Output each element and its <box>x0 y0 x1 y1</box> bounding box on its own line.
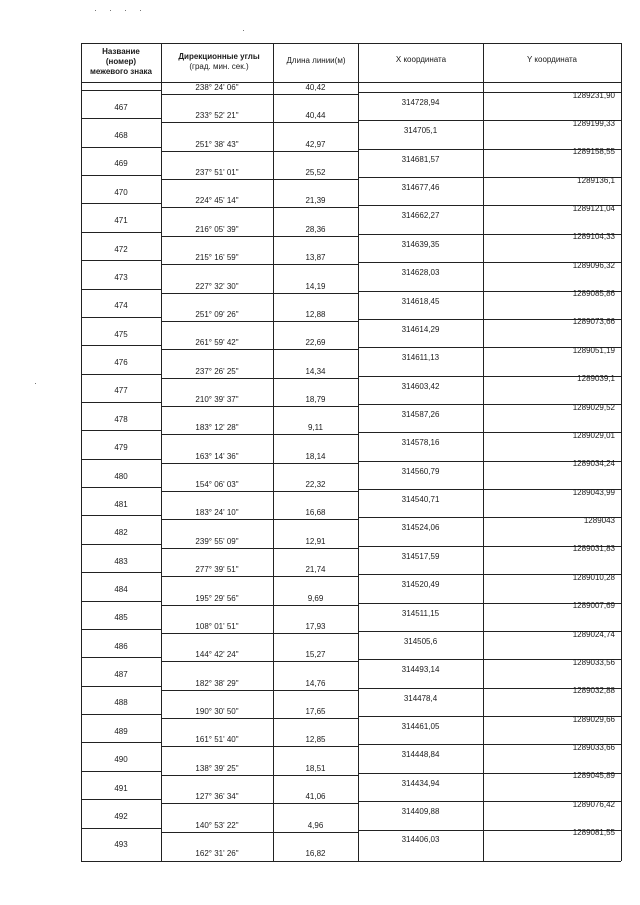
length-cell: 12,88 <box>305 309 326 319</box>
table-column-border <box>273 43 274 861</box>
point-name-cell: 475 <box>114 329 128 339</box>
x-coordinate-cell: 314587,26 <box>401 409 440 419</box>
length-cell: 25,52 <box>305 168 326 178</box>
scan-speck <box>35 383 36 384</box>
y-coordinate-cell: 1289034,24 <box>572 459 615 469</box>
angle-cell: 251° 38' 43" <box>195 139 239 149</box>
y-coordinate-cell: 1289085,86 <box>572 289 615 299</box>
x-coordinate-cell: 314520,49 <box>401 580 440 590</box>
segment-row-border <box>161 576 358 577</box>
segment-row-border <box>161 463 358 464</box>
length-cell: 18,14 <box>305 451 326 461</box>
x-coordinate-cell: 314517,59 <box>401 551 440 561</box>
x-coordinate-cell: 314639,35 <box>401 239 440 249</box>
header-length: Длина линии(м) <box>286 56 346 65</box>
length-cell: 13,87 <box>305 253 326 263</box>
point-row-border <box>81 345 161 346</box>
table-column-border <box>358 43 359 861</box>
point-name-cell: 473 <box>114 272 128 282</box>
x-coordinate-cell: 314611,13 <box>401 353 440 363</box>
y-coordinate-cell: 1289051,19 <box>572 345 615 355</box>
y-coordinate-cell: 1289007,69 <box>572 601 615 611</box>
x-coordinate-cell: 314662,27 <box>401 211 440 221</box>
y-coordinate-cell: 1289043 <box>583 516 615 526</box>
point-row-border <box>81 459 161 460</box>
y-coordinate-cell: 1289081,55 <box>572 828 615 838</box>
point-row-border <box>81 487 161 488</box>
y-coordinate-cell: 1289104,33 <box>572 232 615 242</box>
table-bottom-border <box>81 861 621 862</box>
length-cell: 9,69 <box>307 593 324 603</box>
y-coordinate-cell: 1289136,1 <box>577 175 615 185</box>
angle-cell: 183° 24' 10" <box>195 508 239 518</box>
x-coordinate-cell: 314705,1 <box>403 126 438 136</box>
header-name-line2: (номер) <box>105 57 137 66</box>
length-cell: 16,82 <box>305 848 326 858</box>
segment-row-border <box>161 605 358 606</box>
segment-row-border <box>161 434 358 435</box>
point-name-cell: 472 <box>114 244 128 254</box>
header-x: X координата <box>395 55 447 64</box>
length-cell: 9,11 <box>308 423 323 433</box>
length-cell: 12,91 <box>305 536 326 546</box>
point-row-border <box>81 828 161 829</box>
header-angle-line2: (град. мин. сек.) <box>189 62 249 71</box>
length-cell: 41,06 <box>305 792 326 802</box>
y-coordinate-cell: 1289121,04 <box>572 204 615 214</box>
y-coordinate-cell: 1289043,99 <box>572 487 615 497</box>
x-coordinate-cell: 314493,14 <box>401 665 440 675</box>
y-coordinate-cell: 1289024,74 <box>572 629 615 639</box>
segment-row-border <box>161 94 358 95</box>
point-row-border <box>81 771 161 772</box>
point-row-border <box>81 657 161 658</box>
point-row-border <box>81 232 161 233</box>
length-cell: 17,93 <box>305 621 326 631</box>
length-cell: 21,74 <box>305 565 326 575</box>
angle-cell: 163° 14' 36" <box>195 451 239 461</box>
point-name-cell: 492 <box>114 811 128 821</box>
angle-cell: 210° 39' 37" <box>195 395 239 405</box>
point-name-cell: 491 <box>114 783 128 793</box>
x-coordinate-cell: 314618,45 <box>401 296 440 306</box>
segment-row-border <box>161 661 358 662</box>
x-coordinate-cell: 314540,71 <box>401 495 440 505</box>
point-row-border <box>81 118 161 119</box>
point-name-cell: 480 <box>114 471 128 481</box>
point-row-border <box>81 147 161 148</box>
point-name-cell: 467 <box>114 102 128 112</box>
angle-cell: 138° 39' 25" <box>195 763 239 773</box>
x-coordinate-cell: 314478,4 <box>403 693 438 703</box>
x-coordinate-cell: 314409,88 <box>401 807 440 817</box>
segment-row-border <box>161 832 358 833</box>
x-coordinate-cell: 314578,16 <box>401 438 440 448</box>
y-coordinate-cell: 1289073,66 <box>572 317 615 327</box>
length-cell: 14,19 <box>305 281 326 291</box>
y-coordinate-cell: 1289045,89 <box>572 771 615 781</box>
header-name-line3: межевого знака <box>89 67 153 76</box>
point-row-border <box>81 289 161 290</box>
segment-row-border <box>161 151 358 152</box>
point-row-border <box>81 799 161 800</box>
y-coordinate-cell: 1289031,83 <box>572 544 615 554</box>
length-cell: 28,36 <box>305 224 326 234</box>
segment-row-border <box>161 179 358 180</box>
point-row-border <box>81 714 161 715</box>
y-coordinate-cell: 1289096,32 <box>572 260 615 270</box>
y-coordinate-cell: 1289029,66 <box>572 714 615 724</box>
length-cell: 18,79 <box>305 395 326 405</box>
y-coordinate-cell: 1289158,55 <box>572 147 615 157</box>
header-angle-line1: Дирекционные углы <box>178 52 260 61</box>
point-row-border <box>81 317 161 318</box>
length-cell: 40,42 <box>305 83 326 92</box>
angle-cell: 140° 53' 22" <box>195 820 239 830</box>
segment-row-border <box>161 519 358 520</box>
point-name-cell: 487 <box>114 670 128 680</box>
angle-cell: 237° 51' 01" <box>195 168 239 178</box>
length-cell: 4,96 <box>307 820 324 830</box>
point-name-cell: 486 <box>114 641 128 651</box>
scan-speck <box>110 10 111 11</box>
segment-row-border <box>161 236 358 237</box>
angle-cell: 190° 30' 50" <box>195 707 239 717</box>
y-coordinate-cell: 1289199,33 <box>572 118 615 128</box>
point-name-cell: 474 <box>114 301 128 311</box>
angle-cell: 277° 39' 51" <box>195 565 239 575</box>
x-coordinate-cell: 314614,29 <box>401 324 440 334</box>
scan-speck <box>140 10 141 11</box>
angle-cell: 251° 09' 26" <box>195 309 239 319</box>
point-name-cell: 484 <box>114 584 128 594</box>
angle-cell: 162° 31' 26" <box>195 848 239 858</box>
y-coordinate-cell: 1289032,88 <box>572 686 615 696</box>
segment-row-border <box>161 406 358 407</box>
point-name-cell: 478 <box>114 414 128 424</box>
y-coordinate-cell: 1289029,52 <box>572 402 615 412</box>
x-coordinate-cell: 314560,79 <box>401 466 440 476</box>
angle-cell: 161° 51' 40" <box>195 735 239 745</box>
point-name-cell: 469 <box>114 159 128 169</box>
point-name-cell: 488 <box>114 698 128 708</box>
point-row-border <box>81 90 161 91</box>
length-cell: 22,32 <box>305 480 326 490</box>
point-name-cell: 482 <box>114 528 128 538</box>
segment-row-border <box>161 775 358 776</box>
point-row-border <box>81 260 161 261</box>
x-coordinate-cell: 314628,03 <box>401 268 440 278</box>
length-cell: 22,69 <box>305 338 326 348</box>
x-coordinate-cell: 314681,57 <box>401 154 440 164</box>
y-coordinate-cell: 1289010,28 <box>572 572 615 582</box>
point-row-border <box>81 572 161 573</box>
y-coordinate-cell: 1289033,66 <box>572 742 615 752</box>
table-column-border <box>81 43 82 861</box>
point-name-cell: 471 <box>114 216 128 226</box>
length-cell: 15,27 <box>305 650 326 660</box>
segment-row-border <box>161 803 358 804</box>
angle-cell: 227° 32' 30" <box>195 281 239 291</box>
header-name-line1: Название <box>102 47 140 56</box>
angle-cell: 127° 36' 34" <box>195 792 239 802</box>
y-coordinate-cell: 1289029,01 <box>572 430 615 440</box>
segment-row-border <box>161 690 358 691</box>
x-coordinate-cell: 314728,94 <box>401 97 440 107</box>
length-cell: 21,39 <box>305 196 326 206</box>
point-name-cell: 490 <box>114 755 128 765</box>
table-column-border <box>621 43 622 861</box>
y-coordinate-cell: 1289033,56 <box>572 657 615 667</box>
x-coordinate-cell: 314524,06 <box>401 523 440 533</box>
segment-row-border <box>161 548 358 549</box>
angle-cell: 183° 12' 28" <box>195 423 239 433</box>
segment-row-border <box>161 207 358 208</box>
length-cell: 12,85 <box>305 735 326 745</box>
point-name-cell: 479 <box>114 443 128 453</box>
point-name-cell: 483 <box>114 556 128 566</box>
table-column-border <box>483 43 484 861</box>
point-row-border <box>81 203 161 204</box>
point-name-cell: 470 <box>114 187 128 197</box>
point-row-border <box>81 515 161 516</box>
point-row-border <box>81 629 161 630</box>
angle-cell: 154° 06' 03" <box>195 480 239 490</box>
segment-row-border <box>161 378 358 379</box>
point-row-border <box>81 374 161 375</box>
y-coordinate-cell: 1289076,42 <box>572 799 615 809</box>
point-row-border <box>81 686 161 687</box>
length-cell: 14,76 <box>305 678 326 688</box>
angle-cell: 182° 38' 29" <box>195 678 239 688</box>
length-cell: 18,51 <box>305 763 326 773</box>
angle-cell: 108° 01' 51" <box>195 621 239 631</box>
length-cell: 16,68 <box>305 508 326 518</box>
angle-cell: 195° 29' 56" <box>195 593 239 603</box>
scan-speck <box>243 30 244 31</box>
point-name-cell: 489 <box>114 726 128 736</box>
point-row-border <box>81 402 161 403</box>
angle-cell: 224° 45' 14" <box>195 196 239 206</box>
x-coordinate-cell: 314511,15 <box>401 608 440 618</box>
segment-row-border <box>161 264 358 265</box>
angle-cell: 239° 55' 09" <box>195 536 239 546</box>
point-name-cell: 481 <box>114 499 128 509</box>
segment-row-border <box>161 321 358 322</box>
point-name-cell: 477 <box>114 386 128 396</box>
x-coordinate-cell: 314677,46 <box>401 183 440 193</box>
segment-row-border <box>161 491 358 492</box>
length-cell: 42,97 <box>305 139 326 149</box>
x-coordinate-cell: 314406,03 <box>401 835 440 845</box>
segment-row-border <box>161 718 358 719</box>
angle-cell: 261° 59' 42" <box>195 338 239 348</box>
point-row-border <box>81 430 161 431</box>
table-top-border <box>81 43 621 44</box>
segment-row-border <box>161 122 358 123</box>
segment-row-border <box>161 349 358 350</box>
angle-cell: 233° 52' 21" <box>195 111 239 121</box>
x-coordinate-cell: 314434,94 <box>401 778 440 788</box>
segment-row-border <box>161 633 358 634</box>
x-coordinate-cell: 314448,84 <box>401 750 440 760</box>
point-row-border <box>81 175 161 176</box>
point-row-border <box>81 742 161 743</box>
segment-row-border <box>161 293 358 294</box>
angle-cell: 238° 24' 06" <box>195 83 239 92</box>
length-cell: 17,65 <box>305 707 326 717</box>
point-row-border <box>81 544 161 545</box>
point-name-cell: 493 <box>114 840 128 850</box>
angle-cell: 237° 26' 25" <box>195 366 239 376</box>
angle-cell: 215° 16' 59" <box>195 253 239 263</box>
scan-speck <box>125 10 126 11</box>
angle-cell: 144° 42' 24" <box>195 650 239 660</box>
scan-speck <box>95 10 96 11</box>
table-column-border <box>161 43 162 861</box>
x-coordinate-cell: 314505,6 <box>403 636 438 646</box>
point-name-cell: 476 <box>114 358 128 368</box>
x-coordinate-cell: 314603,42 <box>401 381 440 391</box>
header-y: Y координата <box>526 55 578 64</box>
segment-row-border <box>161 746 358 747</box>
x-coordinate-cell: 314461,05 <box>401 722 440 731</box>
length-cell: 40,44 <box>305 111 326 121</box>
y-coordinate-cell: 1289039,1 <box>577 374 615 384</box>
y-coordinate-cell: 1289231,90 <box>572 90 615 100</box>
point-row-border <box>81 601 161 602</box>
angle-cell: 216° 05' 39" <box>195 224 239 234</box>
point-name-cell: 468 <box>114 131 128 141</box>
point-name-cell: 485 <box>114 613 128 623</box>
length-cell: 14,34 <box>305 366 326 376</box>
